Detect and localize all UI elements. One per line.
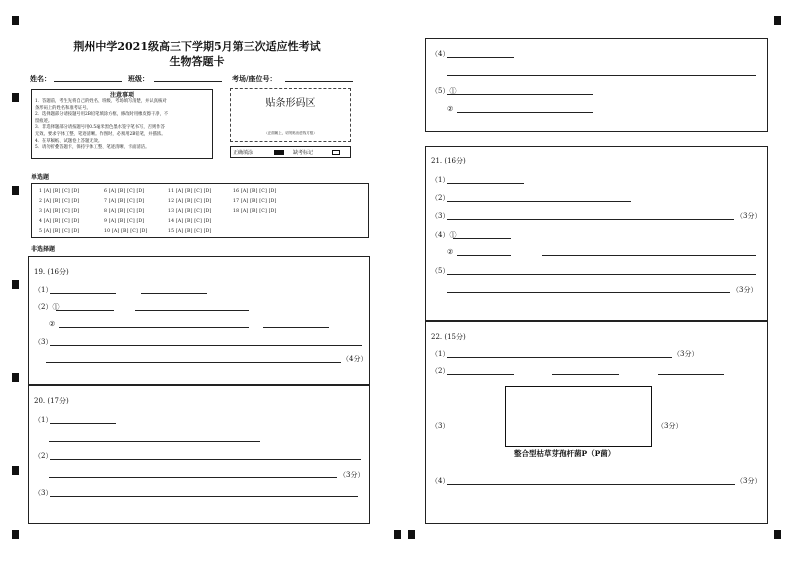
q22-box (425, 321, 768, 524)
notice-item: 3．非选择题部分请按题号用0.5毫米黑色墨水签字笔书写，否则作答 (35, 125, 165, 131)
q19-score: （4分） (342, 355, 368, 363)
answer-line[interactable] (447, 219, 734, 220)
q21-part5: （5） (431, 267, 450, 275)
answer-line[interactable] (457, 112, 593, 113)
q20-part3: （3） (34, 489, 53, 497)
answer-line[interactable] (447, 183, 524, 184)
answer-line[interactable] (447, 201, 631, 202)
mcq-item[interactable]: 15 [A] [B] [C] [D] (168, 229, 212, 234)
class-field[interactable] (154, 81, 222, 82)
q22-part4: （4） (431, 477, 450, 485)
fill-legend (230, 146, 351, 158)
notice-item: 留痕迹。 (35, 118, 53, 124)
q21-part2: （2） (431, 194, 450, 202)
registration-mark (394, 530, 401, 539)
q20-part4: （4） (431, 50, 450, 58)
subject-title: 生物答题卡 (169, 55, 225, 68)
q19-part2b: ② (49, 320, 56, 328)
answer-line[interactable] (141, 293, 207, 294)
q20-continued-box (425, 38, 768, 132)
mcq-item[interactable]: 2 [A] [B] [C] [D] (39, 199, 80, 204)
registration-mark (774, 16, 781, 25)
notice-item: 1．答题前，考生先将自己的姓名、班级、考场填写清楚，并认真核对 (35, 99, 167, 104)
mcq-item[interactable]: 16 [A] [B] [C] [D] (233, 189, 277, 194)
notice-box (31, 89, 213, 159)
seat-label: 考场/座位号： (232, 74, 277, 83)
mcq-item[interactable]: 3 [A] [B] [C] [D] (39, 209, 80, 214)
name-field[interactable] (54, 81, 122, 82)
answer-line[interactable] (447, 357, 672, 358)
q22-score4: （3分） (736, 477, 762, 485)
answer-line[interactable] (49, 477, 337, 478)
answer-line[interactable] (447, 57, 514, 58)
q21-part3: （3） (431, 212, 450, 220)
exam-title: 荆州中学2021级高三下学期5月第三次适应性考试 (73, 40, 321, 53)
q20-part1: （1） (34, 416, 53, 424)
q22-part3: （3） (431, 422, 450, 430)
mcq-item[interactable]: 6 [A] [B] [C] [D] (104, 189, 145, 194)
free-section-title: 非选择题 (31, 246, 56, 253)
correct-fill-label: 正确填涂 (233, 150, 254, 156)
registration-mark (12, 530, 19, 539)
q20-part5: （5）① (431, 87, 457, 95)
mcq-item[interactable]: 18 [A] [B] [C] [D] (233, 209, 277, 214)
mcq-item[interactable]: 9 [A] [B] [C] [D] (104, 219, 145, 224)
answer-line[interactable] (263, 327, 329, 328)
notice-item: 2．选择题部分请按题号用2B铅笔填涂方框，修改时用橡皮擦干净，不 (35, 112, 169, 118)
q21-title: 21. (16分) (431, 157, 466, 165)
q21-part4: （4）① (431, 231, 457, 239)
q21-part4b: ② (447, 248, 454, 256)
q21-part1: （1） (431, 176, 450, 184)
mcq-item[interactable]: 10 [A] [B] [C] [D] (104, 229, 148, 234)
q20-part2: （2） (34, 452, 53, 460)
mcq-item[interactable]: 12 [A] [B] [C] [D] (168, 199, 212, 204)
answer-line[interactable] (447, 374, 514, 375)
mcq-item[interactable]: 7 [A] [B] [C] [D] (104, 199, 145, 204)
answer-line[interactable] (447, 94, 593, 95)
q19-part3: （3） (34, 338, 53, 346)
barcode-sub: （正面朝上，切勿贴出虚线方框） (264, 131, 317, 135)
answer-line[interactable] (135, 310, 249, 311)
mcq-item[interactable]: 5 [A] [B] [C] [D] (39, 229, 80, 234)
answer-line[interactable] (447, 292, 730, 293)
q22-score3: （3分） (657, 422, 683, 430)
notice-list (35, 99, 168, 152)
q20-box (28, 385, 370, 524)
q21-box (425, 146, 768, 321)
answer-line[interactable] (50, 345, 362, 346)
q22-part1: （1） (431, 350, 450, 358)
answer-line[interactable] (453, 238, 511, 239)
q20-score: （3分） (339, 471, 365, 479)
answer-line[interactable] (658, 374, 724, 375)
registration-mark (12, 93, 19, 102)
answer-line[interactable] (50, 423, 116, 424)
class-label: 班级： (128, 74, 149, 83)
q22-part2: （2） (431, 367, 450, 375)
registration-mark (12, 186, 19, 195)
q22-score1: （3分） (673, 350, 699, 358)
answer-line[interactable] (49, 441, 260, 442)
q19-part2: （2）① (34, 303, 60, 311)
name-label: 姓名： (30, 74, 51, 83)
notice-item: 条形码上的姓名和准考证号。 (35, 105, 91, 111)
registration-mark (774, 530, 781, 539)
notice-item: 无效。要求字体工整、笔迹清晰。作图时，必须用2B铅笔，并描浓。 (35, 131, 166, 137)
notice-item: 5．请勿折叠答题卡，保持字体工整、笔迹清晰、卡面清洁。 (35, 145, 150, 151)
mcq-item[interactable]: 13 [A] [B] [C] [D] (168, 209, 212, 214)
registration-mark (12, 373, 19, 382)
mcq-box (31, 183, 369, 238)
q21-score5: （3分） (732, 286, 758, 294)
answer-line[interactable] (59, 327, 249, 328)
notice-title: 注意事项 (109, 92, 134, 99)
answer-line[interactable] (50, 459, 361, 460)
q19-title: 19. (16分) (34, 268, 69, 276)
mcq-item[interactable]: 4 [A] [B] [C] [D] (39, 219, 80, 224)
q19-part1: （1） (34, 286, 53, 294)
registration-mark (12, 280, 19, 289)
barcode-area (230, 88, 351, 142)
q20-part5b: ② (447, 105, 454, 113)
answer-line[interactable] (552, 374, 619, 375)
filled-box-sample (274, 150, 284, 155)
drawing-box[interactable] (505, 386, 652, 447)
answer-line[interactable] (542, 255, 756, 256)
registration-mark (12, 16, 19, 25)
mcq-section-title: 单选题 (31, 174, 50, 181)
answer-line[interactable] (50, 496, 358, 497)
figure-caption: 整合型枯草芽孢杆菌P（P菌） (514, 449, 616, 458)
barcode-label: 贴条形码区 (265, 98, 316, 109)
mcq-item[interactable]: 11 [A] [B] [C] [D] (168, 189, 212, 194)
absent-mark-box[interactable] (332, 150, 340, 155)
mcq-item[interactable]: 17 [A] [B] [C] [D] (233, 199, 277, 204)
registration-mark (12, 466, 19, 475)
absent-mark-label: 缺考标记 (293, 150, 314, 156)
mcq-item[interactable]: 8 [A] [B] [C] [D] (104, 209, 145, 214)
answer-line[interactable] (46, 362, 341, 363)
answer-line[interactable] (447, 274, 756, 275)
q22-title: 22. (15分) (431, 333, 466, 341)
mcq-item[interactable]: 1 [A] [B] [C] [D] (39, 189, 80, 194)
notice-item: 4．在草稿纸、试题卷上答题无效。 (35, 138, 103, 144)
answer-line[interactable] (56, 310, 114, 311)
q19-box (28, 256, 370, 385)
seat-field[interactable] (285, 81, 353, 82)
answer-line[interactable] (457, 255, 511, 256)
q20-title: 20. (17分) (34, 397, 69, 405)
registration-mark (408, 530, 415, 539)
q21-score3: （3分） (736, 212, 762, 220)
answer-line[interactable] (447, 75, 756, 76)
answer-line[interactable] (447, 484, 735, 485)
answer-line[interactable] (50, 293, 116, 294)
mcq-item[interactable]: 14 [A] [B] [C] [D] (168, 219, 212, 224)
